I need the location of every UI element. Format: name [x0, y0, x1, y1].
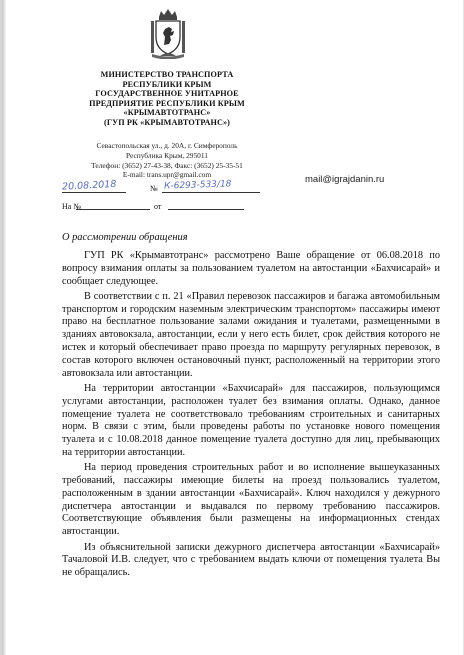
- letter-body: [62, 250, 440, 582]
- handwritten-date: 20.08.2018: [61, 178, 117, 193]
- date-underline: [62, 192, 126, 193]
- reference-from-label: от: [154, 202, 162, 211]
- body-paragraph: Из объяснительной записки дежурного диспетчера автостанции «Бахчисарай» Тачаловой И.В. следует, что с требованием выдать ключи от помещения туалета Вы не обращались.: [62, 541, 440, 579]
- body-paragraph: В соответствии с п. 21 «Правил перевозок пассажиров и багажа автомобильным транспортом и городским наземным электрическим транспортом» пассажиры имеют право на бесплатное пользование залами ожидания и туалетами, размещенными в зданиях автовокзала, автостанции, если у него есть билет, срок действия которого не истек и который обеспечивает право проезда по маршруту регулярных перевозок, в состав которого включен остановочный пункт, расположенный на территории этого автовокзала или автостанции.: [62, 290, 440, 379]
- recipient-email: mail@igrajdanin.ru: [305, 174, 385, 185]
- body-paragraph: На период проведения строительных работ и во исполнение вышеуказанных требований, пассажиры имеющие билеты на проезд пользовались туалетом, расположенным в здании автостанции «Бахчисарай». Ключ находился у дежурного диспетчера автостанции и выдавался по первому требованию пассажиров. Соответствующие объявления были размещены на информационных стендах автостанции.: [62, 462, 440, 538]
- organization-header: [72, 70, 262, 128]
- body-paragraph: ГУП РК «Крымавтотранс» рассмотрено Ваше обращение от 06.08.2018 по вопросу взимания оплаты за пользованием туалетом на автостанции «Бахчисарай» и сообщает следующее.: [62, 250, 440, 287]
- reference-number-underline: [76, 209, 150, 210]
- number-underline: [162, 192, 260, 193]
- organization-address: [72, 141, 262, 180]
- crimea-coat-of-arms-icon: [147, 7, 189, 59]
- letter-subject: О рассмотрении обращения: [62, 232, 188, 243]
- org-line: (ГУП РК «КРЫМАВТОТРАНС»): [104, 117, 230, 127]
- number-label: №: [150, 184, 158, 193]
- org-line: РЕСПУБЛИКИ КРЫМ: [122, 79, 212, 89]
- org-line: ПРЕДПРИЯТИЕ РЕСПУБЛИКИ КРЫМ: [89, 98, 245, 108]
- org-line: «КРЫМАВТОТРАНС»: [123, 108, 211, 118]
- scan-edge-shadow: [2, 0, 6, 655]
- address-line: Республика Крым, 295011: [126, 150, 208, 160]
- reference-number-label: На №: [62, 202, 81, 211]
- body-paragraph: На территории автостанции «Бахчисарай» для пассажиров, пользующимся услугами автостанции, расположен туалет без взимания оплаты. Однако, данное помещение туалета не соответствовало требованиям строительных и санитарных норм. В связи с этим, были проведены работы по установке нового помещения туалета и с 10.08.2018 данное помещение туалета доступно для лиц, пребывающих на территории автостанции.: [62, 382, 440, 458]
- address-line: Севастопольская ул., д. 20А, г. Симферополь: [96, 141, 238, 150]
- registration-block: [61, 178, 292, 211]
- reference-date-underline: [168, 209, 244, 210]
- org-line: МИНИСТЕРСТВО ТРАНСПОРТА: [100, 70, 234, 79]
- email-line: E-mail: trans.upr@gmail.com: [122, 170, 212, 180]
- handwritten-number: К-6293-533/18: [163, 179, 232, 192]
- phone-line: Телефон: (3652) 27-43-38, Факс: (3652) 25-35-51: [91, 160, 243, 170]
- org-line: ГОСУДАРСТВЕННОЕ УНИТАРНОЕ: [95, 89, 239, 99]
